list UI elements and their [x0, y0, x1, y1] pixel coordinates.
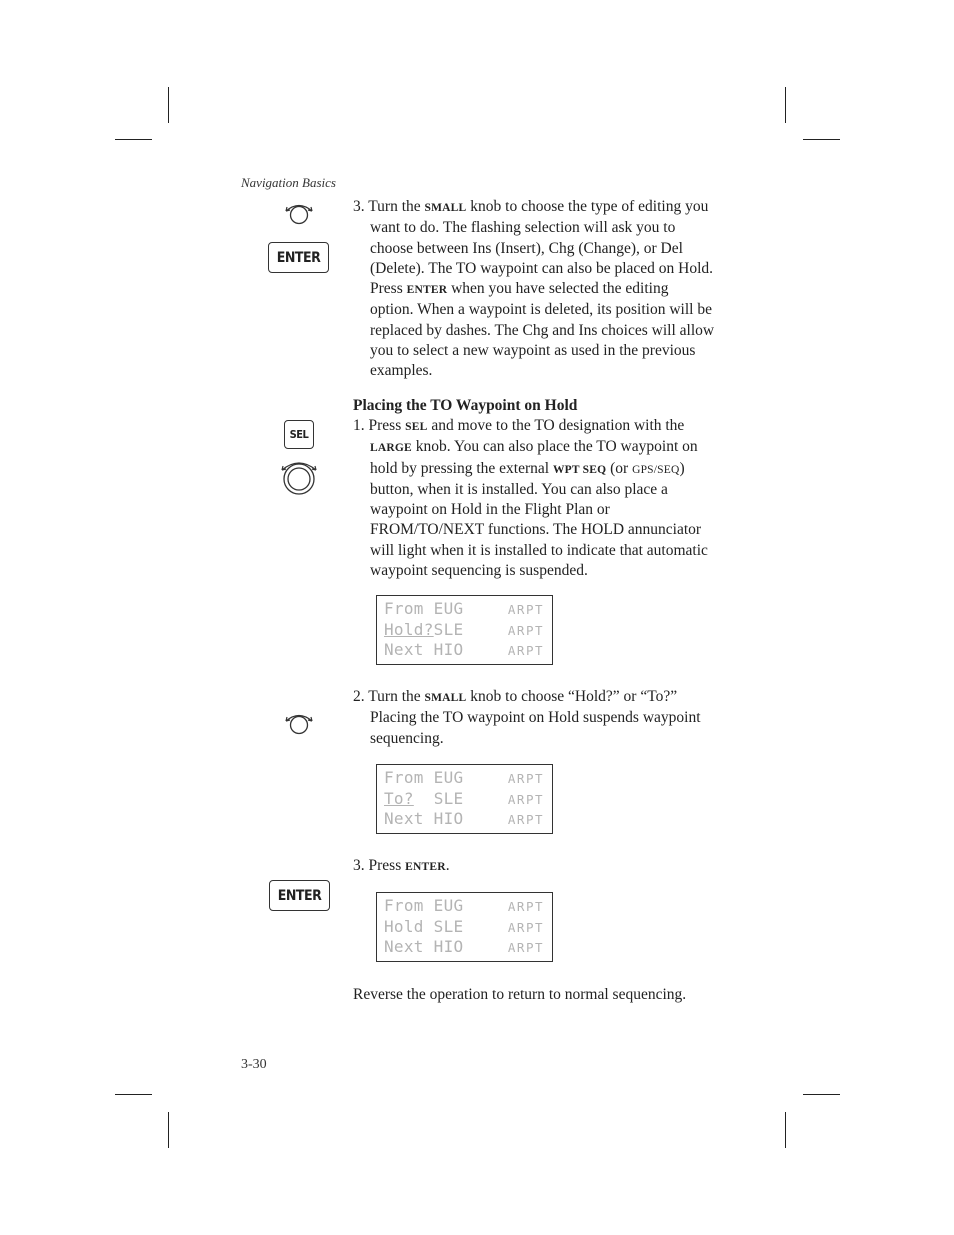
lcd-tag: ARPT	[507, 602, 544, 617]
lcd-row: Hold SLE	[384, 917, 464, 936]
running-header: Navigation Basics	[241, 175, 336, 190]
section-subheading: Placing the TO Waypoint on Hold	[353, 397, 578, 414]
lcd-row: Next HIO	[384, 809, 464, 828]
lcd-tag: ARPT	[507, 623, 544, 638]
crop-mark-top-left-horizontal	[115, 139, 152, 140]
closing-text: Reverse the operation to return to normal sequencing.	[353, 986, 687, 1003]
page-number: 3-30	[241, 1057, 267, 1072]
sel-button-icon: SEL	[284, 420, 314, 449]
large-knob-icon	[278, 458, 320, 498]
crop-mark-bottom-right-horizontal	[803, 1094, 840, 1095]
crop-mark-top-right-horizontal	[803, 139, 840, 140]
step-3-edit-text: 3. Turn the SMALL knob to choose the type of editing you want to do. The flashing selection will ask you to choose between Ins (Insert), Chg (Change), or Del (Delete). The TO waypoint can also be placed on Hold. Press ENTER when you have selected the editing option. When a waypoint is deleted, its position will be replaced by dashes. The Chg and Ins choices will allow you to select a new waypoint as used in the previous examples.	[353, 198, 715, 380]
lcd-row: Hold?SLE	[384, 620, 464, 639]
lcd-display-to-prompt	[376, 764, 553, 834]
lcd-tag: ARPT	[507, 771, 544, 786]
lcd-tag: ARPT	[507, 792, 544, 807]
crop-mark-bottom-left-horizontal	[115, 1094, 152, 1095]
lcd-row: To? SLE	[384, 789, 464, 808]
lcd-tag: ARPT	[507, 899, 544, 914]
step-2-hold-text: 2. Turn the SMALL knob to choose “Hold?” or “To?” Placing the TO waypoint on Hold suspends waypoint sequencing.	[353, 688, 701, 747]
small-knob-icon	[282, 710, 316, 736]
step-3-hold-text: 3. Press ENTER.	[353, 857, 450, 874]
lcd-tag: ARPT	[507, 920, 544, 935]
lcd-tag: ARPT	[507, 643, 544, 658]
enter-button-icon: ENTER	[269, 880, 330, 911]
enter-button-icon: ENTER	[268, 242, 329, 273]
lcd-display-hold-confirmed	[376, 892, 553, 962]
lcd-tag: ARPT	[507, 812, 544, 827]
lcd-row: Next HIO	[384, 937, 464, 956]
crop-mark-bottom-left-vertical	[168, 1112, 169, 1148]
lcd-row: From EUG	[384, 599, 464, 618]
small-knob-icon	[282, 200, 316, 226]
crop-mark-top-left-vertical	[168, 87, 169, 123]
lcd-row: From EUG	[384, 896, 464, 915]
lcd-display-hold-prompt	[376, 595, 553, 665]
lcd-tag: ARPT	[507, 940, 544, 955]
lcd-row: From EUG	[384, 768, 464, 787]
lcd-row: Next HIO	[384, 640, 464, 659]
crop-mark-top-right-vertical	[785, 87, 786, 123]
crop-mark-bottom-right-vertical	[785, 1112, 786, 1148]
step-1-hold-text: 1. Press SEL and move to the TO designation with the LARGE knob. You can also place the TO waypoint on hold by pressing the external WPT SEQ (or GPS/SEQ) button, when it is installed. You can also place a waypoint on Hold in the Flight Plan or FROM/TO/NEXT functions. The HOLD annunciator will light when it is installed to indicate that automatic waypoint sequencing is suspended.	[353, 417, 708, 580]
